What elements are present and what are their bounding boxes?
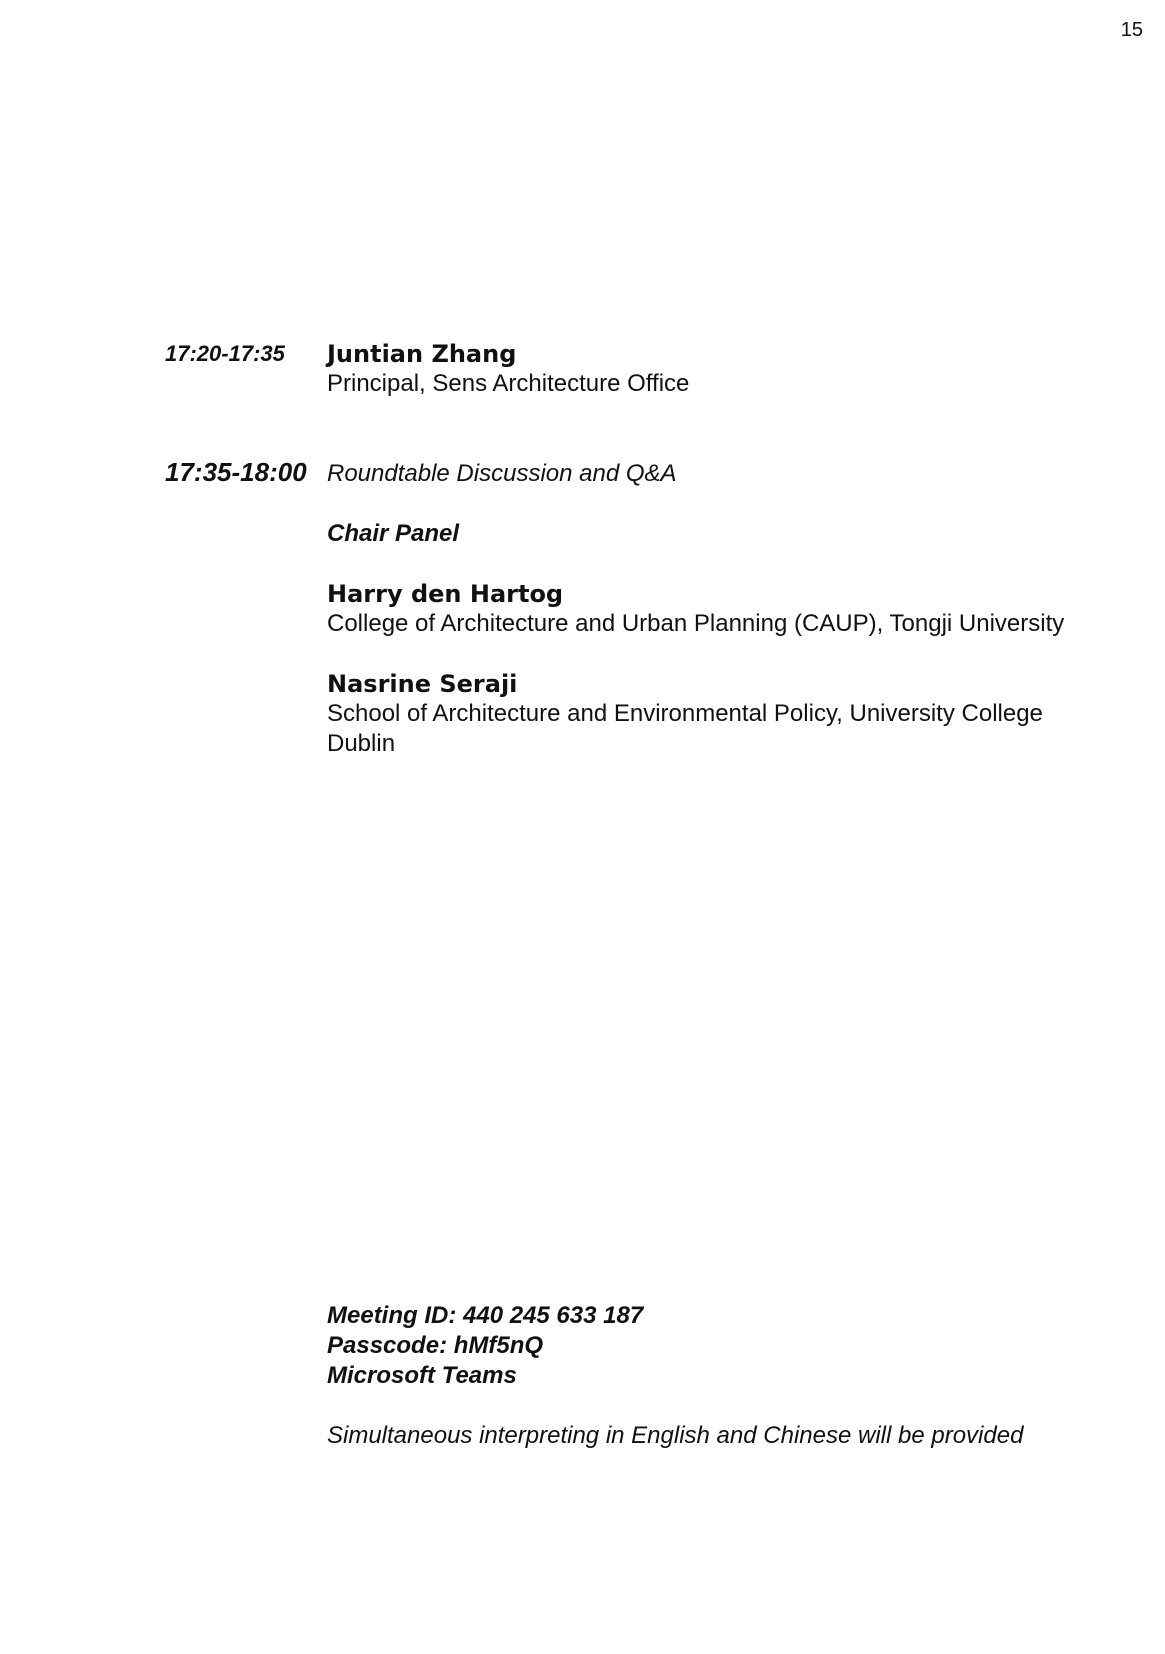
chair-affiliation: School of Architecture and Environmental Policy, University College Dublin <box>327 700 1043 757</box>
interpreting-note: Simultaneous interpreting in English and Chinese will be provided <box>327 1422 1024 1449</box>
chair-entry <box>327 669 1107 759</box>
session-speaker-block <box>327 339 1107 399</box>
page-number: 15 <box>1120 19 1143 41</box>
meeting-platform: Microsoft Teams <box>327 1362 517 1389</box>
session-time: 17:20-17:35 <box>165 341 285 366</box>
chair-entry <box>327 579 1107 639</box>
meeting-id: Meeting ID: 440 245 633 187 <box>327 1302 644 1329</box>
meeting-info-block <box>327 1301 1107 1451</box>
session-time: 17:35-18:00 <box>165 457 307 487</box>
chair-affiliation: College of Architecture and Urban Planning (CAUP), Tongji University <box>327 610 1065 637</box>
roundtable-block <box>327 459 1107 759</box>
speaker-role: Principal, Sens Architecture Office <box>327 370 690 397</box>
chair-name: Nasrine Seraji <box>327 670 518 698</box>
chair-name: Harry den Hartog <box>327 580 564 608</box>
meeting-passcode: Passcode: hMf5nQ <box>327 1332 544 1359</box>
chair-panel-heading: Chair Panel <box>327 520 460 547</box>
speaker-name: Juntian Zhang <box>327 340 517 368</box>
session-title: Roundtable Discussion and Q&A <box>327 460 677 487</box>
